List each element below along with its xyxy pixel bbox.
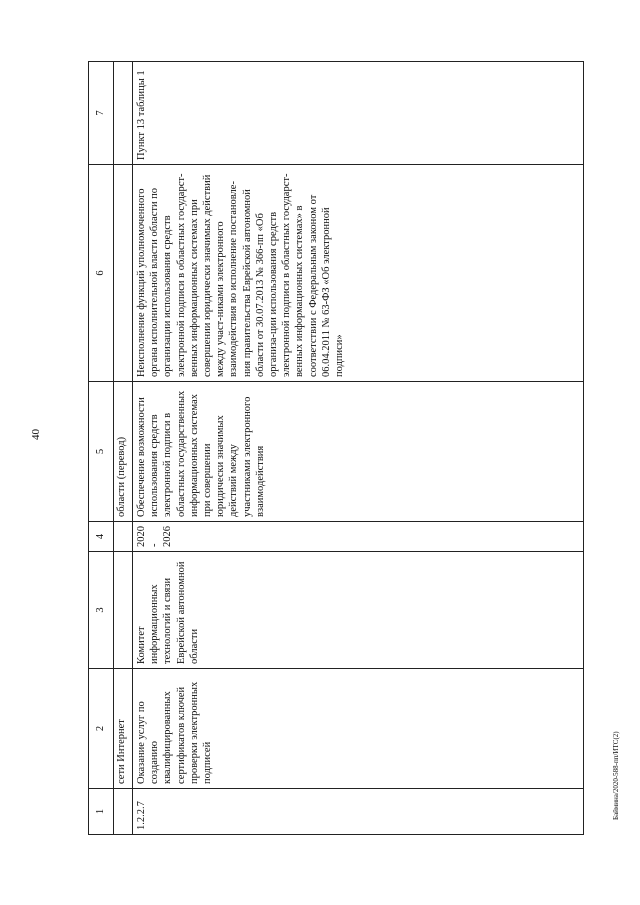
program-table [88,62,584,835]
continuation-cell-2: сети Интернет [114,669,133,789]
row-service: Оказание услуг по созданию квалифицированных сертификатов ключей проверки электронных подписей [133,669,584,789]
header-cell-2: 2 [89,669,114,789]
header-cell-3: 3 [89,552,114,669]
table-row [133,62,584,835]
row-consequences: Неисполнение функций уполномоченного органа исполнительной власти области по организации использования средств электронной подписи в областных государст-венных информационных системах при совершении юридически значимых действий между участ-никами электронного взаимодействия во исполнение постановле-ния правительства Еврейской автономной области от 30.07.2013 № 366-пп «Об организа-ции использования средств электронной подписи в областных государст-венных информационных системах» в соответствии с Федеральным законом от 06.04.2011 № 63-ФЗ «Об электронной подписи» [133,165,584,382]
continuation-row [114,62,133,835]
header-cell-7: 7 [89,62,114,165]
row-link: Пункт 13 таблицы 1 [133,62,584,165]
header-row [89,62,114,835]
continuation-cell-5: области (перевод) [114,382,133,522]
row-number: 1.2.2.7 [133,789,584,835]
page-number: 40 [30,429,42,440]
header-cell-1: 1 [89,789,114,835]
row-period: 2020 - 2026 [133,522,584,552]
header-cell-4: 4 [89,522,114,552]
row-result: Обеспечение возможности использования средств электронной подписи в областных государственных информационных системах при совершении юридически значимых действий между участниками электронного взаимодействия [133,382,584,522]
footer-code: Баймина/2020-588-пп/ИТС(2) [612,731,620,820]
header-cell-6: 6 [89,165,114,382]
header-cell-5: 5 [89,382,114,522]
row-executor: Комитет информационных технологий и связи Еврейской автономной области [133,552,584,669]
